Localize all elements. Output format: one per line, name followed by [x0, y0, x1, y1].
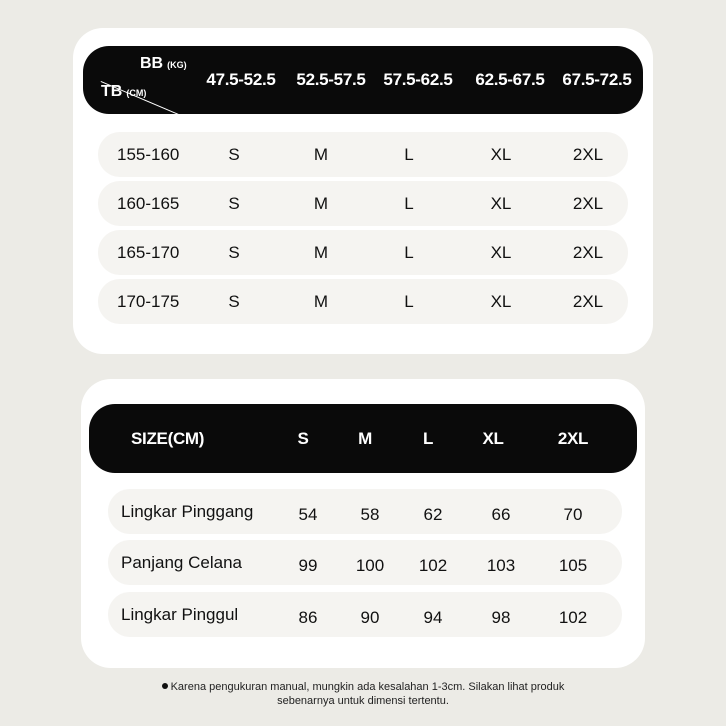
size-column-header: XL [482, 428, 504, 448]
measurement-value: 62 [423, 504, 443, 524]
size-cell: 2XL [572, 291, 604, 311]
size-column-header: M [358, 428, 372, 448]
size-cell: XL [490, 242, 512, 262]
size-cell: S [228, 144, 240, 164]
size-cell: L [404, 193, 414, 213]
note-line-1: Karena pengukuran manual, mungkin ada kesalahan 1-3cm. Silakan lihat produk [0, 680, 726, 694]
measurement-value: 100 [355, 555, 385, 575]
weight-column-header: 67.5-72.5 [562, 70, 632, 89]
size-cell: XL [490, 193, 512, 213]
size-column-header: S [297, 428, 309, 448]
weight-height-size-card [73, 28, 653, 354]
measurement-label: Panjang Celana [121, 552, 242, 572]
size-cell: 2XL [572, 193, 604, 213]
table-row [108, 592, 622, 637]
measurement-value: 102 [418, 555, 448, 575]
size-cell: L [404, 144, 414, 164]
weight-column-header: 47.5-52.5 [206, 70, 276, 89]
size-cell: M [313, 242, 329, 262]
measurement-value: 102 [558, 607, 588, 627]
size-cell: S [228, 193, 240, 213]
height-range-label: 165-170 [117, 242, 180, 262]
garment-measurement-card [81, 379, 645, 668]
size-cell: M [313, 144, 329, 164]
measurement-value: 94 [423, 607, 443, 627]
measurement-value: 86 [298, 607, 318, 627]
measurement-value: 58 [360, 504, 380, 524]
table-row [98, 230, 628, 275]
table-row [98, 132, 628, 177]
size-cell: S [228, 242, 240, 262]
measurement-label: Lingkar Pinggang [121, 501, 254, 521]
size-cell: M [313, 193, 329, 213]
size-cell: M [313, 291, 329, 311]
size-cell: L [404, 291, 414, 311]
bb-header-label: BB (KG) [140, 55, 187, 72]
height-range-label: 160-165 [117, 193, 180, 213]
size-cell: L [404, 242, 414, 262]
size-table-header [89, 404, 637, 473]
bullet-icon [162, 683, 168, 689]
weight-column-header: 62.5-67.5 [475, 70, 545, 89]
size-cell: XL [490, 144, 512, 164]
measurement-value: 98 [491, 607, 511, 627]
measurement-value: 105 [558, 555, 588, 575]
table-row [108, 489, 622, 534]
table-row [98, 279, 628, 324]
table-row [108, 540, 622, 585]
weight-table-header [83, 46, 643, 114]
note-line-2: sebenarnya untuk dimensi tertentu. [277, 695, 449, 707]
size-column-header: 2XL [557, 428, 589, 448]
measurement-value: 66 [491, 504, 511, 524]
measurement-label: Lingkar Pinggul [121, 604, 239, 624]
measurement-value: 99 [298, 555, 318, 575]
size-cell: 2XL [572, 144, 604, 164]
measurement-value: 103 [486, 555, 516, 575]
size-cell: XL [490, 291, 512, 311]
size-cm-header: SIZE(CM) [131, 428, 205, 448]
height-range-label: 155-160 [117, 144, 180, 164]
weight-column-header: 52.5-57.5 [296, 70, 366, 89]
size-cell: 2XL [572, 242, 604, 262]
weight-column-header: 57.5-62.5 [383, 70, 453, 89]
table-row [98, 181, 628, 226]
measurement-note [0, 680, 726, 708]
measurement-value: 54 [298, 504, 318, 524]
tb-header-label: TB (CM) [101, 83, 147, 100]
measurement-value: 90 [360, 607, 380, 627]
size-column-header: L [422, 428, 434, 448]
height-range-label: 170-175 [117, 291, 180, 311]
measurement-value: 70 [563, 504, 583, 524]
size-cell: S [228, 291, 240, 311]
